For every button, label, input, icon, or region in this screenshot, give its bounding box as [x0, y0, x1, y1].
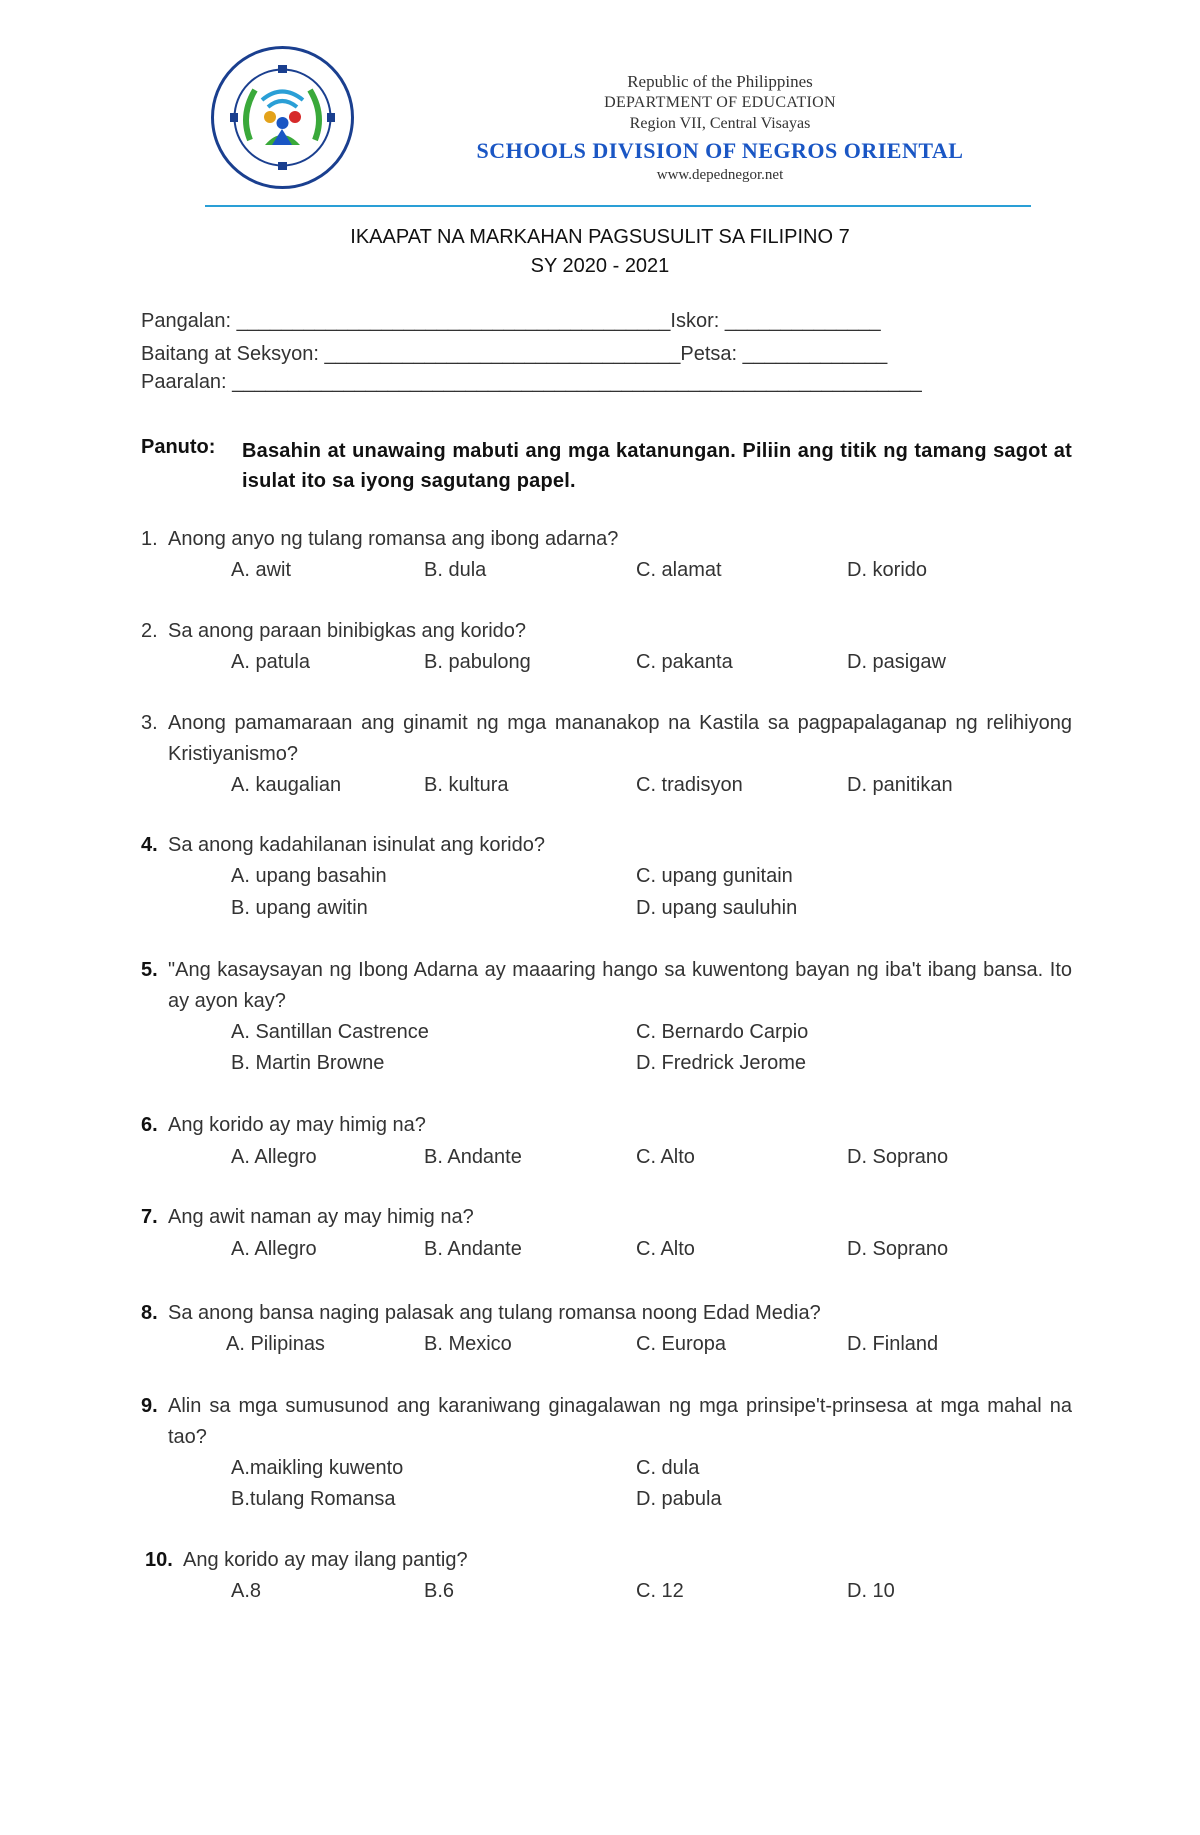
choice-d[interactable]: D. 10 — [847, 1580, 895, 1602]
choice-row — [141, 1048, 1072, 1079]
question-text: Ang awit naman ay may himig na? — [168, 1206, 474, 1228]
choice-row — [141, 861, 1072, 892]
question-item — [141, 955, 1072, 1074]
question-text: Sa anong paraan binibigkas ang korido? — [168, 620, 527, 642]
choice-c[interactable]: C. Alto — [636, 1146, 695, 1168]
choice-row — [141, 1453, 1072, 1484]
choice-c[interactable]: C. alamat — [636, 559, 722, 581]
question-number: 10. — [145, 1549, 173, 1571]
question-number: 3. — [141, 712, 158, 734]
choice-d[interactable]: D. Finland — [847, 1333, 939, 1355]
school-field[interactable]: Paaralan: ______________________________________________________________ — [141, 371, 922, 393]
exam-title: IKAAPAT NA MARKAHAN PAGSUSULIT SA FILIPINO 7 — [350, 226, 850, 248]
choice-d[interactable]: D. pasigaw — [847, 651, 946, 673]
choice-b[interactable]: B. upang awitin — [231, 897, 368, 919]
choice-d[interactable]: D. Soprano — [847, 1238, 949, 1260]
choice-row — [141, 555, 1072, 586]
choice-b[interactable]: B. Andante — [424, 1238, 522, 1260]
choice-b[interactable]: B. Martin Browne — [231, 1052, 385, 1074]
choice-c[interactable]: C. Europa — [636, 1333, 727, 1355]
question-text: "Ang kasaysayan ng Ibong Adarna ay maaaring hango sa kuwentong bayan ng iba't ibang bansa. Ito ay ayon kay? — [168, 959, 1072, 1012]
choice-a[interactable]: A. Pilipinas — [226, 1333, 325, 1355]
choice-d[interactable]: D. panitikan — [847, 774, 953, 796]
choice-d[interactable]: D. Fredrick Jerome — [636, 1052, 807, 1074]
choice-a[interactable]: A.maikling kuwento — [231, 1457, 404, 1479]
question-number: 6. — [141, 1114, 158, 1136]
question-item — [141, 1391, 1072, 1510]
choice-row — [141, 893, 1072, 924]
choice-row — [141, 647, 1072, 678]
choice-b[interactable]: B. dula — [424, 559, 487, 581]
choice-b[interactable]: B. Andante — [424, 1146, 522, 1168]
choice-b[interactable]: B. kultura — [424, 774, 509, 796]
republic-text: Republic of the Philippines — [627, 72, 813, 91]
question-item — [141, 708, 1072, 796]
question-item — [141, 1298, 1072, 1355]
question-item — [141, 1110, 1072, 1168]
school-year: SY 2020 - 2021 — [530, 255, 670, 277]
choice-c[interactable]: C. Bernardo Carpio — [636, 1021, 809, 1043]
choice-d[interactable]: D. pabula — [636, 1488, 722, 1510]
choice-row — [141, 1329, 1072, 1360]
choice-a[interactable]: A. awit — [231, 559, 292, 581]
question-text: Ang korido ay may himig na? — [168, 1114, 426, 1136]
question-text: Ang korido ay may ilang pantig? — [183, 1549, 468, 1571]
question-number: 2. — [141, 620, 158, 642]
choice-c[interactable]: C. Alto — [636, 1238, 695, 1260]
question-text: Alin sa mga sumusunod ang karaniwang ginagalawan ng mga prinsipe't-prinsesa at mga mahal na tao? — [168, 1395, 1072, 1448]
choice-row — [141, 1576, 1072, 1607]
choice-b[interactable]: B. pabulong — [424, 651, 531, 673]
choice-d[interactable]: D. upang sauluhin — [636, 897, 798, 919]
choice-c[interactable]: C. 12 — [636, 1580, 684, 1602]
question-number: 9. — [141, 1395, 158, 1417]
choice-d[interactable]: D. Soprano — [847, 1146, 949, 1168]
header-divider — [205, 205, 1031, 207]
choice-a[interactable]: A.8 — [231, 1580, 262, 1602]
choice-c[interactable]: C. upang gunitain — [636, 865, 793, 887]
deped-division-seal-icon — [210, 45, 355, 190]
choice-a[interactable]: A. patula — [231, 651, 310, 673]
question-item — [141, 1545, 1072, 1602]
question-number: 5. — [141, 959, 158, 981]
choice-row — [141, 1234, 1072, 1265]
question-number: 8. — [141, 1302, 158, 1324]
choice-b[interactable]: B. Mexico — [424, 1333, 512, 1355]
department-text: DEPARTMENT OF EDUCATION — [604, 94, 836, 111]
grade-date-field[interactable]: Baitang at Seksyon: ________________________________Petsa: _____________ — [141, 343, 888, 365]
question-item — [141, 1202, 1072, 1260]
choice-c[interactable]: C. tradisyon — [636, 774, 743, 796]
choice-a[interactable]: A. kaugalian — [231, 774, 342, 796]
question-item — [141, 830, 1072, 919]
division-title: SCHOOLS DIVISION OF NEGROS ORIENTAL — [476, 138, 964, 163]
choice-row — [141, 1142, 1072, 1173]
region-text: Region VII, Central Visayas — [629, 115, 811, 132]
question-item — [141, 524, 1072, 581]
question-number: 7. — [141, 1206, 158, 1228]
choice-row — [141, 770, 1072, 801]
choice-b[interactable]: B.6 — [424, 1580, 455, 1602]
question-text: Anong anyo ng tulang romansa ang ibong adarna? — [168, 528, 619, 550]
choice-d[interactable]: D. korido — [847, 559, 928, 581]
choice-a[interactable]: A. Allegro — [231, 1146, 317, 1168]
website-text: www.depednegor.net — [656, 167, 784, 183]
choice-a[interactable]: A. Allegro — [231, 1238, 317, 1260]
instructions-text: Basahin at unawaing mabuti ang mga katanungan. Piliin ang titik ng tamang sagot at isulat ito sa iyong sagutang papel. — [242, 440, 1072, 492]
question-number: 1. — [141, 528, 158, 550]
question-text: Anong pamamaraan ang ginamit ng mga mananakop na Kastila sa pagpapalaganap ng relihiyong Kristiyanismo? — [168, 712, 1072, 765]
instructions-label: Panuto: — [141, 436, 216, 458]
question-number: 4. — [141, 834, 158, 856]
choice-c[interactable]: C. pakanta — [636, 651, 733, 673]
choice-row — [141, 1484, 1072, 1515]
choice-row — [141, 1017, 1072, 1048]
question-item — [141, 616, 1072, 673]
choice-c[interactable]: C. dula — [636, 1457, 700, 1479]
name-score-field[interactable]: Pangalan: _______________________________________Iskor: ______________ — [141, 310, 881, 332]
question-text: Sa anong kadahilanan isinulat ang korido? — [168, 834, 545, 856]
choice-a[interactable]: A. upang basahin — [231, 865, 387, 887]
choice-a[interactable]: A. Santillan Castrence — [231, 1021, 429, 1043]
choice-b[interactable]: B.tulang Romansa — [231, 1488, 396, 1510]
question-text: Sa anong bansa naging palasak ang tulang romansa noong Edad Media? — [168, 1302, 821, 1324]
